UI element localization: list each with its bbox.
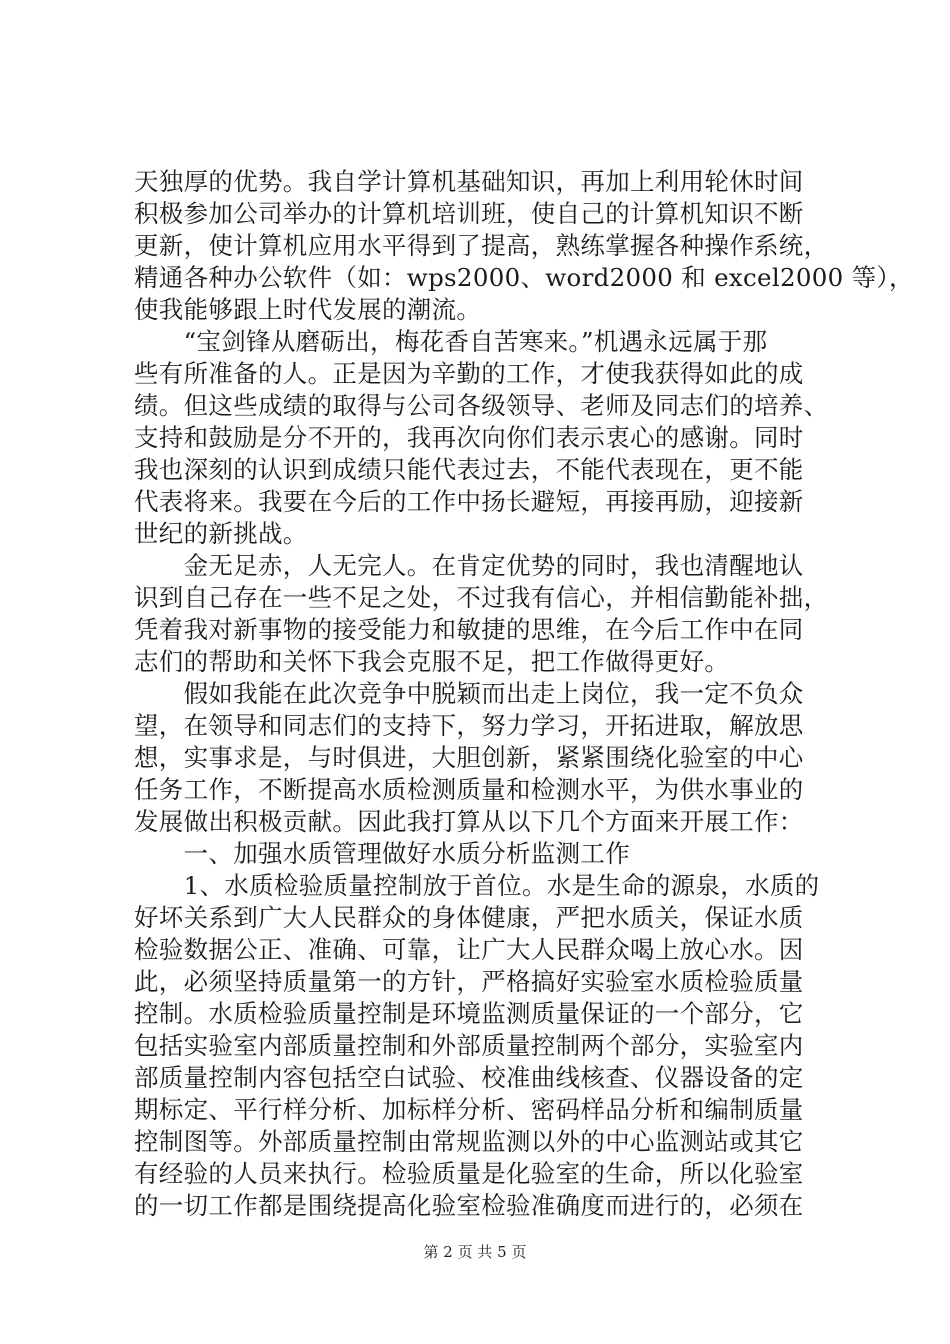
text-line: 些有所准备的人。正是因为辛勤的工作，才使我获得如此的成 xyxy=(134,359,804,388)
text-line: 1、水质检验质量控制放于首位。水是生命的源泉，水质的 xyxy=(134,871,820,900)
text-line: 使我能够跟上时代发展的潮流。 xyxy=(134,295,482,324)
text-line: 精通各种办公软件（如：wps2000、word2000 和 excel2000 等）， xyxy=(134,263,914,292)
text-line: 假如我能在此次竞争中脱颖而出走上岗位，我一定不负众 xyxy=(134,679,804,708)
text-line: 望，在领导和同志们的支持下，努力学习，开拓进取，解放思 xyxy=(134,711,804,740)
text-line: 世纪的新挑战。 xyxy=(134,519,308,548)
text-line: 发展做出积极贡献。因此我打算从以下几个方面来开展工作： xyxy=(134,807,804,836)
text-line: 检验数据公正、准确、可靠，让广大人民群众喝上放心水。因 xyxy=(134,935,804,964)
text-line: 任务工作，不断提高水质检测质量和检测水平，为供水事业的 xyxy=(134,775,804,804)
text-line: 代表将来。我要在今后的工作中扬长避短，再接再励，迎接新 xyxy=(134,487,804,516)
text-line: 我也深刻的认识到成绩只能代表过去，不能代表现在，更不能 xyxy=(134,455,804,484)
text-line: 天独厚的优势。我自学计算机基础知识，再加上利用轮休时间 xyxy=(134,167,804,196)
text-line: 有经验的人员来执行。检验质量是化验室的生命，所以化验室 xyxy=(134,1159,804,1188)
text-line: 凭着我对新事物的接受能力和敏捷的思维，在今后工作中在同 xyxy=(134,615,804,644)
text-line: 此，必须坚持质量第一的方针，严格搞好实验室水质检验质量 xyxy=(134,967,804,996)
text-line: “宝剑锋从磨砺出，梅花香自苦寒来。”机遇永远属于那 xyxy=(134,327,768,356)
text-line: 想，实事求是，与时俱进，大胆创新，紧紧围绕化验室的中心 xyxy=(134,743,804,772)
text-line: 金无足赤，人无完人。在肯定优势的同时，我也清醒地认 xyxy=(134,551,804,580)
text-line: 绩。但这些成绩的取得与公司各级领导、老师及同志们的培养、 xyxy=(134,391,829,420)
text-line: 支持和鼓励是分不开的，我再次向你们表示衷心的感谢。同时 xyxy=(134,423,804,452)
text-line: 期标定、平行样分析、加标样分析、密码样品分析和编制质量 xyxy=(134,1095,804,1124)
section-heading: 一、加强水质管理做好水质分析监测工作 xyxy=(134,839,630,868)
text-line: 部质量控制内容包括空白试验、校准曲线核查、仪器设备的定 xyxy=(134,1063,804,1092)
text-line: 更新，使计算机应用水平得到了提高，熟练掌握各种操作系统， xyxy=(134,231,829,260)
text-line: 好坏关系到广大人民群众的身体健康，严把水质关，保证水质 xyxy=(134,903,804,932)
text-line: 的一切工作都是围绕提高化验室检验准确度而进行的，必须在 xyxy=(134,1191,804,1220)
text-line: 包括实验室内部质量控制和外部质量控制两个部分，实验室内 xyxy=(134,1031,804,1060)
text-line: 控制图等。外部质量控制由常规监测以外的中心监测站或其它 xyxy=(134,1127,804,1156)
body-text xyxy=(134,166,914,1222)
text-line: 积极参加公司举办的计算机培训班，使自己的计算机知识不断 xyxy=(134,199,804,228)
page-number-footer: 第 2 页 共 5 页 xyxy=(423,1243,527,1261)
text-line: 控制。水质检验质量控制是环境监测质量保证的一个部分，它 xyxy=(134,999,804,1028)
text-line: 识到自己存在一些不足之处，不过我有信心，并相信勤能补拙， xyxy=(134,583,829,612)
text-line: 志们的帮助和关怀下我会克服不足，把工作做得更好。 xyxy=(134,647,730,676)
